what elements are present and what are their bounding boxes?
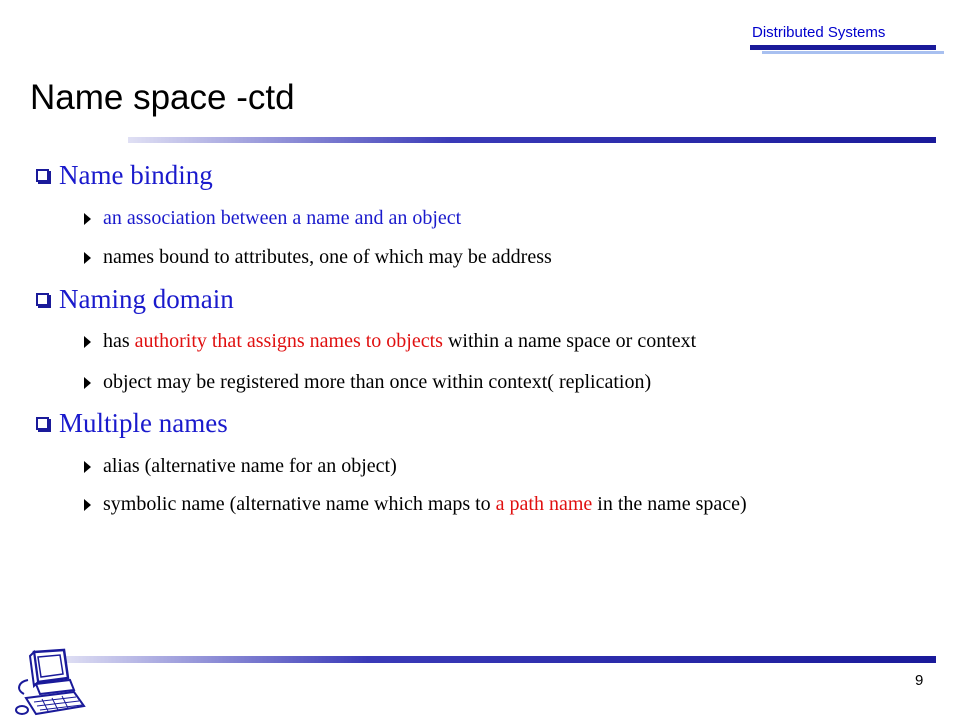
- bullet-text-part: within a name space or context: [442, 330, 697, 352]
- title-rule: [128, 137, 936, 143]
- arrow-bullet-icon: [84, 377, 91, 389]
- arrow-bullet-icon: [84, 213, 91, 225]
- bullet-text-part: symbolic name (alternative name which maps to: [103, 493, 496, 515]
- section-heading: Naming domain: [59, 284, 234, 314]
- bullet-text: [103, 368, 651, 397]
- bullet-text-part: an association between a name and an object: [103, 207, 462, 229]
- header-label: Distributed Systems: [752, 24, 886, 41]
- bullet-text-part: object may be registered more than once within context( replication): [103, 371, 652, 393]
- bullet-text-part: has: [103, 330, 135, 352]
- bullet-text: [103, 327, 696, 356]
- header-bar: [750, 45, 936, 50]
- bullet-text: [103, 490, 747, 519]
- bullet-item: [84, 452, 904, 481]
- bullet-item: [84, 490, 904, 519]
- arrow-bullet-icon: [84, 336, 91, 348]
- bullet-item: [84, 327, 904, 356]
- arrow-bullet-icon: [84, 252, 91, 264]
- checkbox-bullet-icon: [36, 293, 49, 306]
- bullet-text-part: names bound to attributes, one of which may be address: [103, 246, 552, 268]
- bullet-text: [103, 204, 461, 233]
- bullet-item: [84, 204, 904, 233]
- bullet-text: [103, 452, 397, 481]
- bullet-text-highlight: a path name: [495, 493, 593, 515]
- section-name-binding: [36, 160, 213, 191]
- bullet-text-highlight: authority that assigns names to objects: [134, 330, 443, 352]
- section-multiple-names: [36, 408, 228, 439]
- footer-rule: [62, 656, 936, 663]
- header-bar-shadow: [762, 51, 944, 54]
- checkbox-bullet-icon: [36, 169, 49, 182]
- bullet-item: [84, 243, 904, 272]
- bullet-item: [84, 368, 904, 397]
- arrow-bullet-icon: [84, 461, 91, 473]
- page-number: 9: [915, 672, 924, 689]
- checkbox-bullet-icon: [36, 417, 49, 430]
- bullet-text-part: in the name space): [592, 493, 747, 515]
- section-heading: Multiple names: [59, 408, 228, 438]
- computer-icon: [12, 644, 92, 720]
- section-heading: Name binding: [59, 160, 213, 190]
- arrow-bullet-icon: [84, 499, 91, 511]
- page-title: Name space -ctd: [30, 78, 295, 117]
- section-naming-domain: [36, 284, 234, 315]
- bullet-text-part: alias (alternative name for an object): [103, 455, 397, 477]
- bullet-text: [103, 243, 552, 272]
